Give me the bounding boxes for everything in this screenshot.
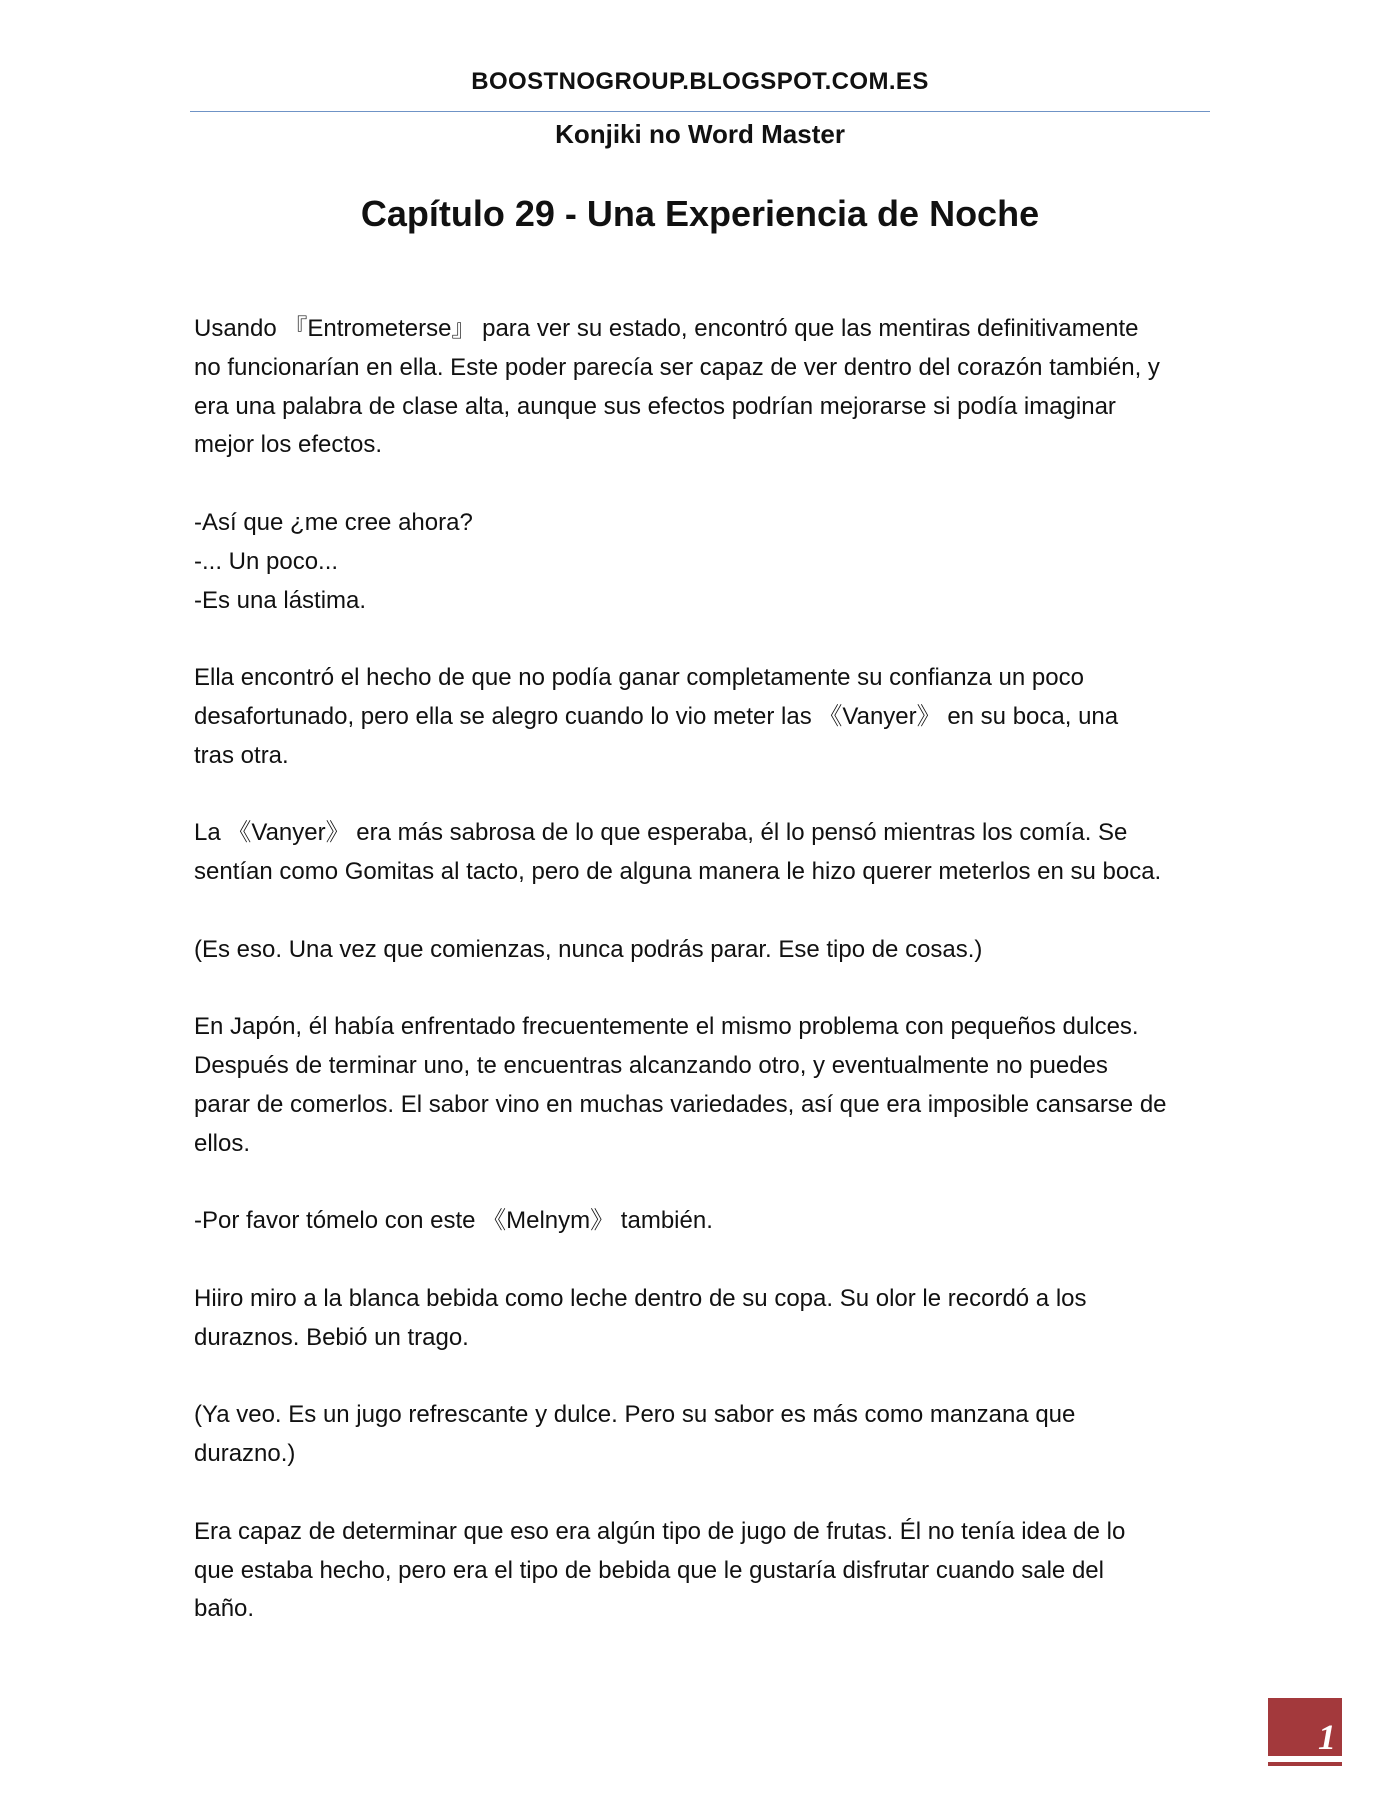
page-number-badge xyxy=(1268,1698,1342,1756)
paragraph: La 《Vanyer》 era más sabrosa de lo que esperaba, él lo pensó mientras los comía. Se sentían como Gomitas al tacto, pero de alguna manera le hizo querer meterlos en su boca. xyxy=(194,819,1162,886)
dialogue-line: -... Un poco... xyxy=(194,547,339,575)
dialogue-line: -Por favor tómelo con este 《Melnym》 también. xyxy=(194,1207,713,1235)
dialogue-line: -Es una lástima. xyxy=(194,586,367,614)
page-number: 1 xyxy=(1318,1717,1336,1757)
site-header: BOOSTNOGROUP.BLOGSPOT.COM.ES xyxy=(471,68,929,95)
paragraph: En Japón, él había enfrentado frecuentemente el mismo problema con pequeños dulces. Después de terminar uno, te encuentras alcanzando otro, y eventualmente no puedes parar de comerlos. El sabor vino en muchas variedades, así que era imposible cansarse de ellos. xyxy=(194,1013,1167,1157)
series-title: Konjiki no Word Master xyxy=(555,119,845,149)
header-rule xyxy=(190,111,1210,112)
paragraph: Usando 『Entrometerse』 para ver su estado, encontró que las mentiras definitivamente no funcionarían en ella. Este poder parecía ser capaz de ver dentro del corazón también, y era una palabra de clase alta, aunque sus efectos podrían mejorarse si podía imaginar mejor los efectos. xyxy=(194,315,1160,459)
chapter-body xyxy=(194,310,1214,1668)
dialogue-line: -Así que ¿me cree ahora? xyxy=(194,508,473,536)
page-number-underline xyxy=(1268,1762,1342,1766)
paragraph: Era capaz de determinar que eso era algún tipo de jugo de frutas. Él no tenía idea de lo que estaba hecho, pero era el tipo de bebida que le gustaría disfrutar cuando sale del baño. xyxy=(194,1517,1126,1623)
paragraph: (Ya veo. Es un jugo refrescante y dulce. Pero su sabor es más como manzana que durazno.) xyxy=(194,1401,1076,1468)
chapter-title: Capítulo 29 - Una Experiencia de Noche xyxy=(360,193,1040,234)
paragraph: (Es eso. Una vez que comienzas, nunca podrás parar. Ese tipo de cosas.) xyxy=(194,935,983,963)
paragraph: Ella encontró el hecho de que no podía ganar completamente su confianza un poco desafortunado, pero ella se alegro cuando lo vio meter las 《Vanyer》 en su boca, una tras otra. xyxy=(194,664,1119,769)
paragraph: Hiiro miro a la blanca bebida como leche dentro de su copa. Su olor le recordó a los duraznos. Bebió un trago. xyxy=(194,1284,1087,1351)
